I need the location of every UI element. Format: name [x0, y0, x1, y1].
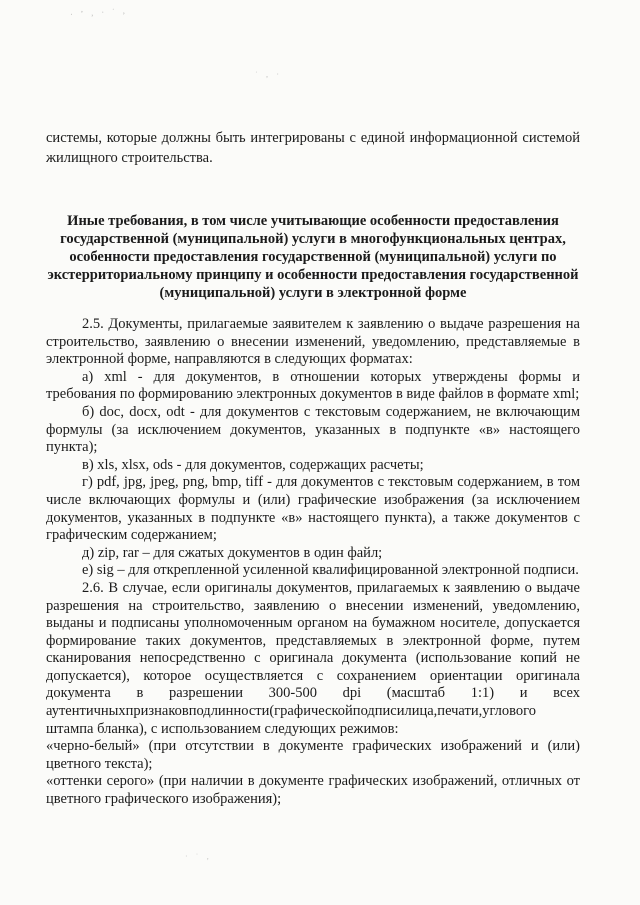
- section-heading: Иные требования, в том числе учитывающие особенности предоставления государственной (муниципальной) услуги в многофункциональных центрах, особенности предоставления государственной (муниципальной) услуги по экстерриториальному принципу и особенности предоставления государственной (муниципальной) услуги в электронной форме: [47, 213, 579, 301]
- list-item-g: г) pdf, jpg, jpeg, png, bmp, tiff - для документов с текстовым содержанием, в том числе включающих формулы и (или) графические изображения (за исключением документов, указанных в подпункте «в» настоящего пункта), а также документов с графическим содержанием;: [46, 474, 580, 544]
- mode-black-white: «черно-белый» (при отсутствии в документе графических изображений и (или) цветного текста);: [46, 738, 580, 772]
- document-body: [46, 316, 580, 809]
- paragraph-2-6: 2.6. В случае, если оригиналы документов, прилагаемых к заявлению о выдаче разрешения на строительство, заявлению о внесении изменений, уведомлению, выданы и подписаны уполномоченным органом на бумажном носителе, допускается формирование таких документов, представляемых в электронной форме, путем сканирования непосредственно с оригинала документа (использование копий не допускается), которое осуществляется с сохранением ориентации оригинала документа в разрешении 300-500 dpi (масштаб 1:1) и всех аутентичныхпризнаковподлинности(графическойподписилица,печати,углового штампа бланка), с использованием следующих режимов:: [46, 579, 580, 737]
- intro-text: системы, которые должны быть интегрированы с единой информационной системой жилищного строительства.: [46, 129, 580, 166]
- list-item-a: а) xml - для документов, в отношении которых утверждены формы и требования по формированию электронных документов в виде файлов в формате xml;: [46, 368, 580, 403]
- scan-noise: ˙ ‚ ·: [255, 70, 282, 79]
- list-item-e: е) sig – для открепленной усиленной квалифицированной электронной подписи.: [82, 562, 579, 579]
- list-item-v: в) xls, xlsx, ods - для документов, содержащих расчеты;: [82, 456, 424, 473]
- scan-noise: · ’ ‚ · ˙ ,: [69, 5, 128, 20]
- list-item-d: д) zip, rar – для сжатых документов в один файл;: [82, 544, 383, 561]
- scan-noise: · ˙ ‚: [185, 852, 212, 861]
- paragraph-2-5: 2.5. Документы, прилагаемые заявителем к заявлению о выдаче разрешения на строительство, заявлению о внесении изменений, уведомлению, представляемые в электронной форме, направляются в следующих форматах:: [46, 316, 580, 368]
- list-item-b: б) doc, docx, odt - для документов с текстовым содержанием, не включающим формулы (за исключением документов, указанных в подпункте «в» настоящего пункта);: [46, 403, 580, 456]
- mode-grayscale: «оттенки серого» (при наличии в документе графических изображений, отличных от цветного графического изображения);: [46, 773, 580, 808]
